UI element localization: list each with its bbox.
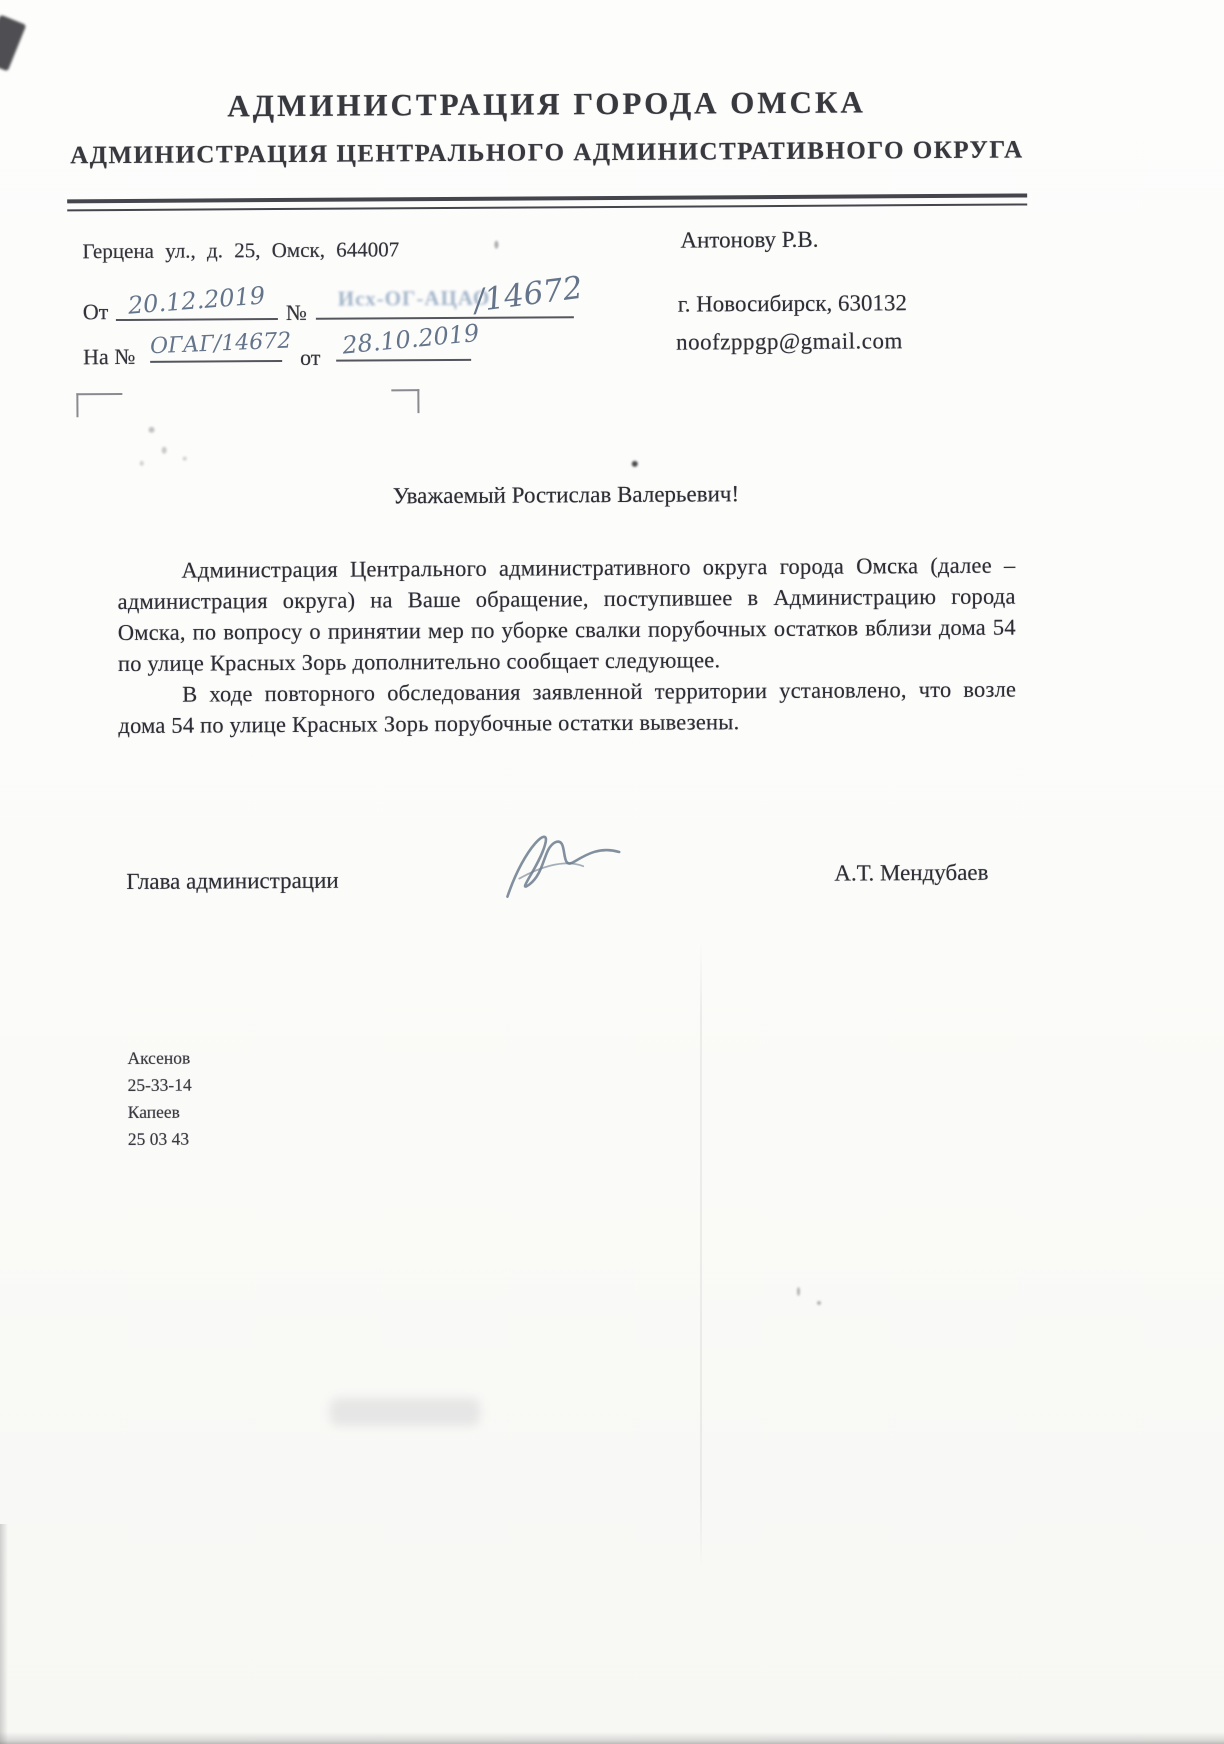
ref-number-handwritten: ОГАГ/14672 — [149, 328, 292, 360]
ref-label: На № — [83, 343, 136, 370]
address-frame-corner-right — [391, 389, 419, 413]
ref-number-line — [149, 318, 292, 363]
letter-body — [117, 550, 1016, 741]
org-title-line2: АДМИНИСТРАЦИЯ ЦЕНТРАЛЬНОГО АДМИНИСТРАТИВНОГО ОКРУГА — [70, 136, 1024, 170]
scan-speck — [817, 1301, 821, 1305]
footer-contact-name: Аксенов — [127, 1047, 191, 1068]
scan-speck — [494, 241, 498, 249]
page-bottom-edge-shadow — [0, 1732, 1224, 1744]
body-paragraph-1: Администрация Центрального административного округа города Омска (далее – администрация округа) на Ваше обращение, поступившее в Администрацию города Омска, по вопросу о принятии мер по уборке свалки порубочных остатков вблизи дома 54 по улице Красных Зорь дополнительно сообщает следующее. — [117, 552, 1016, 677]
recipient-email: noofzppgp@gmail.com — [675, 328, 903, 355]
scan-speck — [140, 461, 144, 466]
footer-contact-name-2: Капеев — [127, 1101, 180, 1122]
signer-name: А.Т. Мендубаев — [834, 859, 989, 886]
salutation: Уважаемый Ростислав Валерьевич! — [392, 481, 740, 509]
scan-dot — [632, 461, 638, 467]
ref-date-handwritten: 28.10.2019 — [341, 318, 481, 360]
header-rule-thin — [67, 203, 1027, 211]
from-date-line — [116, 274, 278, 321]
scan-speck — [797, 1287, 800, 1296]
scan-speck — [183, 457, 187, 461]
signer-title: Глава администрации — [126, 867, 339, 894]
footer-contacts — [127, 1045, 192, 1153]
header-rule-thick — [67, 193, 1027, 203]
signature-ink — [479, 818, 640, 914]
outgoing-stamp: Исх-ОГ-АЦАО — [337, 285, 491, 311]
outgoing-number-handwritten: /14672 — [471, 269, 585, 320]
footer-contact-phone: 25-33-14 — [127, 1074, 192, 1095]
footer-contact-phone-2: 25 03 43 — [127, 1128, 190, 1149]
number-label: № — [285, 299, 307, 325]
outgoing-number-line — [316, 266, 585, 320]
org-title-line1: АДМИНИСТРАЦИЯ ГОРОДА ОМСКА — [227, 84, 866, 124]
recipient-name: Антонову Р.В. — [680, 226, 819, 253]
page-left-edge-shadow — [0, 1524, 8, 1744]
scan-fold-line — [700, 940, 702, 1570]
ref-date-line — [336, 313, 481, 362]
ref-from-label: от — [300, 344, 321, 370]
from-date-handwritten: 20.12.2019 — [126, 281, 267, 320]
scan-speck — [149, 427, 155, 433]
body-paragraph-2: В ходе повторного обследования заявленной территории установлено, что возле дома 54 по улице Красных Зорь порубочные остатки вывезены. — [118, 676, 1017, 739]
from-label: От — [82, 299, 109, 325]
sender-address: Герцена ул., д. 25, Омск, 644007 — [82, 237, 400, 264]
address-frame-corner-left — [76, 393, 122, 417]
scan-smudge — [330, 1398, 480, 1426]
scan-speck — [162, 447, 167, 454]
recipient-city: г. Новосибирск, 630132 — [677, 290, 908, 317]
